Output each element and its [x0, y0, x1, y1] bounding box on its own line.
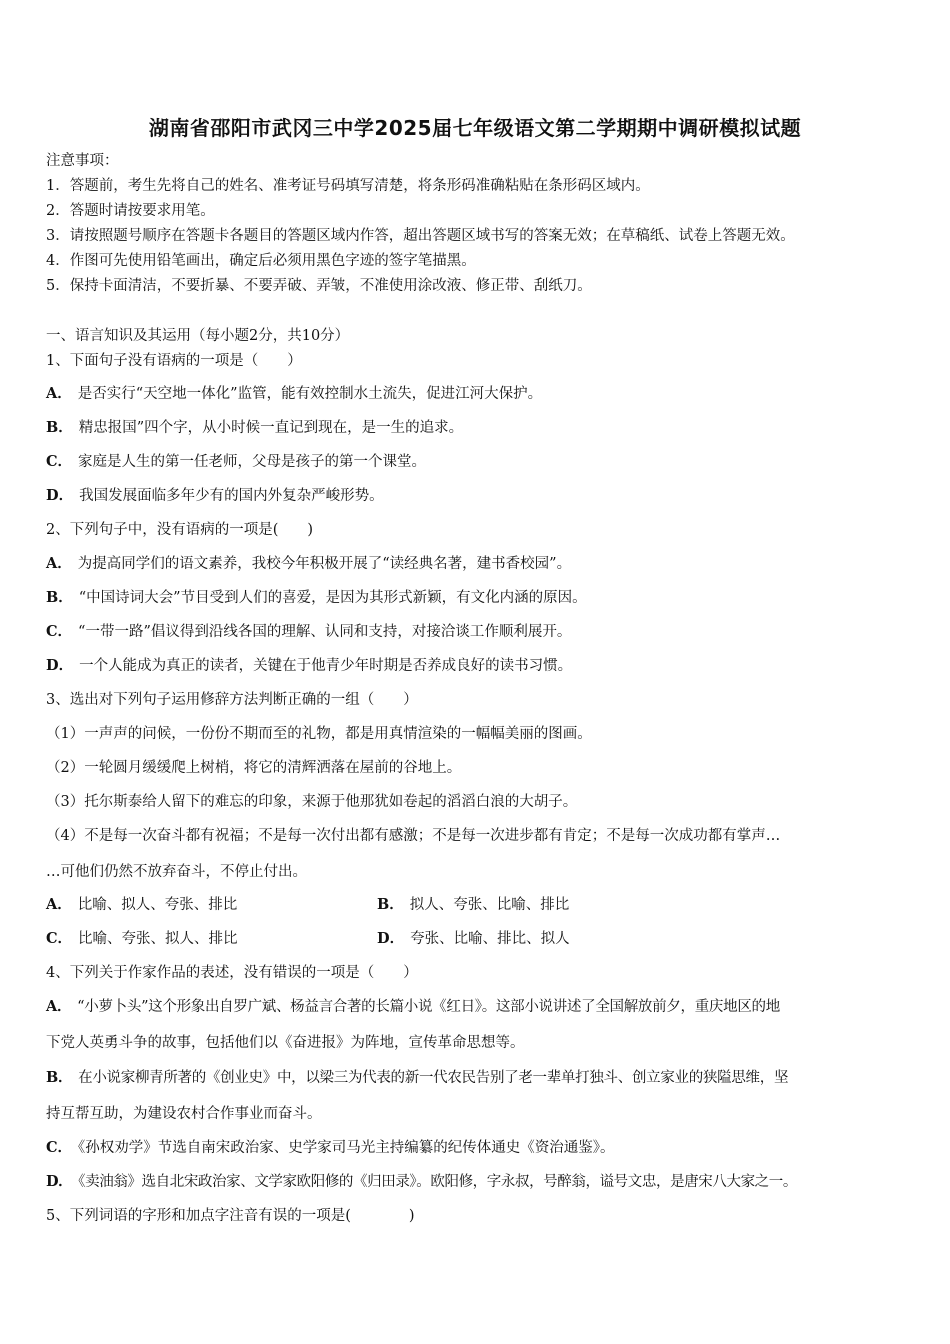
question-4-stem: 4、下列关于作家作品的表述，没有错误的一项是（ ） [46, 965, 418, 981]
notice-item-5: 5．保持卡面清洁，不要折暴、不要弄破、弄皱，不准使用涂改液、修正带、刮纸刀。 [46, 278, 592, 294]
option-label: C． [46, 453, 73, 470]
q2-option-c [46, 622, 571, 642]
q1-option-d [46, 486, 384, 506]
option-text: “小萝卜头”这个形象出自罗广斌、杨益言合著的长篇小说《红日》。这部小说讲述了全国解放前夕，重庆地区的地 [77, 999, 780, 1015]
option-label: D． [46, 487, 74, 504]
option-text: 《孙权劝学》节选自南宋政治家、史学家司马光主持编纂的纪传体通史《资治通鉴》。 [78, 1140, 615, 1156]
q3-option-b [377, 895, 569, 915]
q3-option-c [46, 929, 238, 949]
q1-option-b [46, 418, 463, 438]
option-label: C． [46, 930, 73, 947]
q4-option-c [46, 1138, 615, 1158]
option-text: 一个人能成为真正的读者，关键在于他青少年时期是否养成良好的读书习惯。 [79, 658, 573, 674]
option-label: B． [46, 589, 73, 606]
q4-option-a-cont: 下党人英勇斗争的故事，包括他们以《奋进报》为阵地，宣传革命思想等。 [46, 1035, 525, 1051]
option-text: 夸张、比喻、排比、拟人 [410, 931, 570, 947]
option-text: 是否实行“天空地一体化”监管，能有效控制水土流失，促进江河大保护。 [77, 386, 543, 402]
option-label: A． [46, 998, 72, 1015]
option-label: D． [46, 1173, 73, 1190]
option-label: D． [377, 930, 405, 947]
q3-option-d [377, 929, 570, 949]
q2-option-d [46, 656, 572, 676]
question-5-stem: 5、下列词语的字形和加点字注音有误的一项是( ) [46, 1208, 415, 1224]
question-3-stem: 3、选出对下列句子运用修辞方法判断正确的一组（ ） [46, 692, 418, 708]
q2-option-b [46, 588, 587, 608]
question-1-stem: 1、下面句子没有语病的一项是（ ） [46, 353, 302, 369]
q4-option-d [46, 1172, 797, 1192]
option-text: 家庭是人生的第一任老师，父母是孩子的第一个课堂。 [78, 454, 427, 470]
option-text: 精忠报国”四个字，从小时候一直记到现在，是一生的追求。 [78, 420, 464, 436]
notice-item-4: 4．作图可先使用铅笔画出，确定后必须用黑色字迹的签字笔描黑。 [46, 253, 476, 269]
option-text: 《卖油翁》选自北宋政治家、文学家欧阳修的《归田录》。欧阳修，字永叔，号醉翁，谥号文忠，是唐宋八大家之一。 [78, 1174, 797, 1190]
option-label: B． [46, 1069, 73, 1086]
question-2-stem: 2、下列句子中，没有语病的一项是( ) [46, 522, 314, 538]
q4-option-b-cont: 持互帮互助，为建设农村合作事业而奋斗。 [46, 1106, 322, 1122]
q2-option-a [46, 554, 571, 574]
exam-title: 湖南省邵阳市武冈三中学2025届七年级语文第二学期期中调研模拟试题 [148, 116, 802, 140]
q3-item-4-cont: …可他们仍然不放弃奋斗，不停止付出。 [46, 864, 307, 880]
q3-item-2: （2）一轮圆月缓缓爬上树梢，将它的清辉洒落在屋前的谷地上。 [46, 760, 462, 776]
option-text: 比喻、拟人、夸张、排比 [77, 897, 238, 913]
option-text: 在小说家柳青所著的《创业史》中，以梁三为代表的新一代农民告别了老一辈单打独斗、创立家业的狭隘思维，坚 [78, 1070, 789, 1086]
option-text: “一带一路”倡议得到沿线各国的理解、认同和支持，对接洽谈工作顺利展开。 [78, 624, 572, 640]
option-label: B． [46, 419, 73, 436]
q1-option-c [46, 452, 426, 472]
option-label: B． [377, 896, 404, 913]
notice-item-1: 1．答题前，考生先将自己的姓名、准考证号码填写清楚，将条形码准确粘贴在条形码区域内。 [46, 178, 650, 194]
q1-option-a [46, 384, 542, 404]
option-text: 为提高同学们的语文素养，我校今年积极开展了“读经典名著，建书香校园”。 [77, 556, 572, 572]
option-text: 拟人、夸张、比喻、排比 [409, 897, 570, 913]
q3-item-3: （3）托尔斯泰给人留下的难忘的印象，来源于他那犹如卷起的滔滔白浪的大胡子。 [46, 794, 578, 810]
option-label: A． [46, 896, 72, 913]
notice-item-2: 2．答题时请按要求用笔。 [46, 203, 215, 219]
q4-option-a [46, 997, 780, 1017]
notice-item-3: 3．请按照题号顺序在答题卡各题目的答题区域内作答，超出答题区域书写的答案无效；在草稿纸、试卷上答题无效。 [46, 228, 795, 244]
option-text: 比喻、夸张、拟人、排比 [78, 931, 238, 947]
option-label: D． [46, 657, 74, 674]
option-label: A． [46, 385, 72, 402]
section-heading: 一、语言知识及其运用（每小题2分，共10分） [46, 328, 350, 344]
q3-item-1: （1）一声声的问候，一份份不期而至的礼物，都是用真情渲染的一幅幅美丽的图画。 [46, 726, 592, 742]
option-text: “中国诗词大会”节目受到人们的喜爱，是因为其形式新颖，有文化内涵的原因。 [78, 590, 587, 606]
option-text: 我国发展面临多年少有的国内外复杂严峻形势。 [79, 488, 384, 504]
notice-heading: 注意事项： [46, 153, 119, 169]
option-label: A． [46, 555, 72, 572]
q3-option-a [46, 895, 237, 915]
q4-option-b [46, 1068, 788, 1088]
option-label: C． [46, 1139, 73, 1156]
option-label: C． [46, 623, 73, 640]
q3-item-4: （4）不是每一次奋斗都有祝福；不是每一次付出都有感激；不是每一次进步都有肯定；不是每一次成功都有掌声… [46, 828, 781, 844]
